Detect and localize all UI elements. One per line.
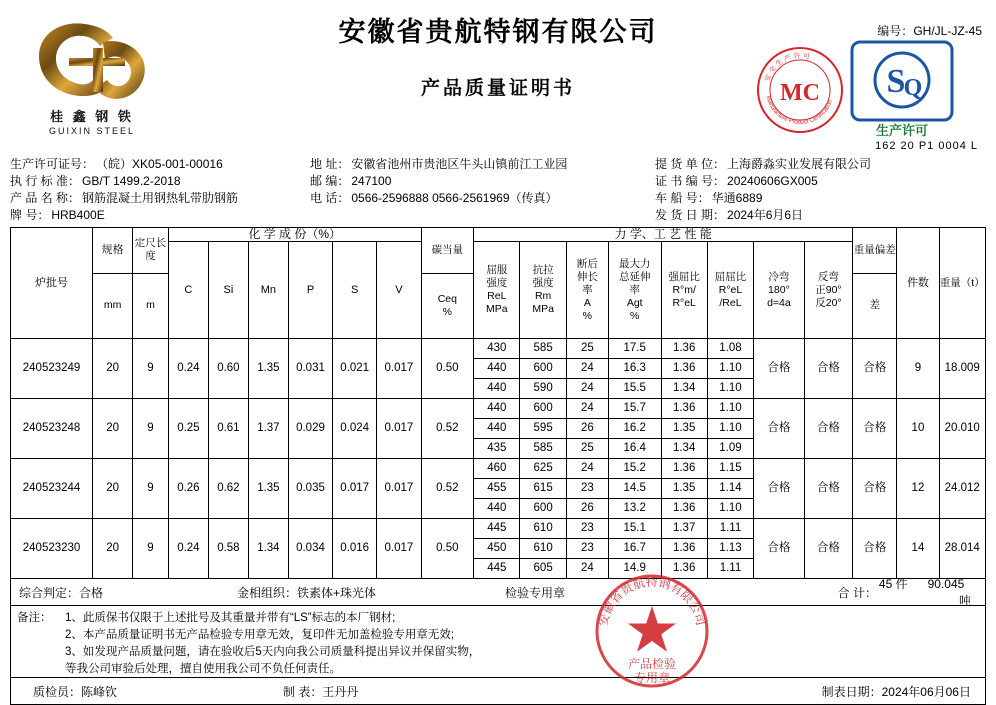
cell-s: 0.016: [333, 519, 377, 579]
col-rebend: 反弯 正90° 反20°: [804, 242, 853, 339]
cell-agt: 15.7: [608, 399, 661, 419]
cell-rel-rel-ratio: 1.15: [707, 459, 753, 479]
info-value-vehicle: 华通6889: [711, 191, 763, 205]
cell-rm: 600: [520, 499, 566, 519]
cell-rm: 625: [520, 459, 566, 479]
cell-rm-rel-ratio: 1.34: [661, 439, 707, 459]
cell-agt: 16.3: [608, 359, 661, 379]
cell-elongation: 26: [566, 419, 608, 439]
document-header: [0, 0, 996, 152]
cell-rel: 460: [474, 459, 520, 479]
cell-rel-rel-ratio: 1.13: [707, 539, 753, 559]
col-rm-rel-ratio: 强屈比 R°m/ R°eL: [661, 242, 707, 339]
company-title: 安徽省贵航特钢有限公司: [338, 17, 658, 48]
cell-rel-rel-ratio: 1.10: [707, 499, 753, 519]
cell-weight: 20.010: [939, 399, 986, 459]
table-body: [11, 339, 986, 579]
cell-agt: 15.5: [608, 379, 661, 399]
cell-elongation: 26: [566, 499, 608, 519]
info-label-vehicle: 车 船 号：: [655, 191, 710, 205]
cell-mn: 1.37: [248, 399, 288, 459]
cell-elongation: 25: [566, 339, 608, 359]
notes-list: [17, 610, 979, 678]
svg-text:安 全 生 产 许 可: 安 全 生 产 许 可: [764, 52, 811, 83]
maker-value: 王丹丹: [322, 684, 359, 699]
cell-rel: 455: [474, 479, 520, 499]
col-si: Si: [208, 242, 248, 339]
metallography-label: 金相组织：: [237, 585, 298, 600]
cell-rm: 615: [520, 479, 566, 499]
cell-rel-rel-ratio: 1.11: [707, 519, 753, 539]
cell-c: 0.24: [168, 519, 208, 579]
cell-rm: 590: [520, 379, 566, 399]
cell-rebend: 合格: [804, 519, 853, 579]
total-weight: 90.045: [927, 577, 965, 591]
cell-cold-bend: 合格: [754, 339, 805, 399]
cell-cold-bend: 合格: [754, 519, 805, 579]
cell-rel: 445: [474, 519, 520, 539]
cell-rm-rel-ratio: 1.36: [661, 359, 707, 379]
quality-data-table: [10, 227, 986, 579]
col-length: 定尺长度: [133, 228, 169, 274]
cell-spec: 20: [93, 519, 133, 579]
verdict-value: 合格: [79, 585, 104, 600]
cell-c: 0.26: [168, 459, 208, 519]
cell-p: 0.034: [288, 519, 332, 579]
barcode-number: 162 20 P1 0004 L: [875, 140, 978, 152]
info-value-phone: 0566-2596888 0566-2561969（传真）: [351, 191, 558, 205]
cell-length: 9: [133, 519, 169, 579]
make-date-label: 制表日期：: [821, 684, 882, 699]
document-number: [877, 22, 982, 39]
cell-agt: 14.5: [608, 479, 661, 499]
cell-s: 0.021: [333, 339, 377, 399]
inspection-seal-label: 检验专用章: [505, 585, 566, 600]
cell-agt: 15.2: [608, 459, 661, 479]
info-value-standard: GB/T 1499.2-2018: [82, 174, 181, 188]
cell-weight-dev: 合格: [853, 519, 897, 579]
info-value-product: 钢筋混凝土用钢热轧带肋钢筋: [82, 191, 239, 205]
cell-heat-no: 240523230: [11, 519, 93, 579]
verdict-label: 综合判定：: [19, 585, 80, 600]
cell-ceq: 0.52: [421, 459, 474, 519]
info-value-address: 安徽省池州市贵池区牛头山镇前江工业园: [351, 157, 568, 171]
col-weight-dev-unit: 差: [853, 273, 897, 338]
cell-rel-rel-ratio: 1.10: [707, 399, 753, 419]
cell-elongation: 23: [566, 479, 608, 499]
col-spec: 规格: [93, 228, 133, 274]
mc-certification-seal-icon: [756, 46, 844, 134]
cell-length: 9: [133, 459, 169, 519]
cell-s: 0.024: [333, 399, 377, 459]
col-agt: 最大力 总延伸 率 Agt %: [608, 242, 661, 339]
col-s: S: [333, 242, 377, 339]
info-value-shipdate: 2024年6月6日: [727, 208, 804, 222]
footer-row: [10, 678, 986, 705]
col-weight: 重量（t）: [939, 228, 986, 339]
cell-length: 9: [133, 399, 169, 459]
cell-rel: 450: [474, 539, 520, 559]
col-cold-bend: 冷弯 180° d=4a: [754, 242, 805, 339]
cell-rm: 585: [520, 339, 566, 359]
info-value-certno: 20240606GX005: [727, 174, 818, 188]
cell-p: 0.031: [288, 339, 332, 399]
inspector: [11, 683, 283, 700]
cell-v: 0.017: [377, 459, 421, 519]
cell-si: 0.61: [208, 399, 248, 459]
cell-elongation: 23: [566, 539, 608, 559]
metallography-value: 铁素体+珠光体: [297, 585, 377, 600]
svg-text:MC: MC: [780, 80, 820, 106]
maker: [283, 683, 583, 700]
svg-text:安徽省贵航特钢有限公司: 安徽省贵航特钢有限公司: [596, 574, 708, 628]
metallography: [237, 584, 505, 601]
page-title: 产品质量证明书: [420, 77, 575, 99]
cell-rel: 435: [474, 439, 520, 459]
cell-elongation: 24: [566, 359, 608, 379]
group-chemical: 化 学 成 份（%）: [168, 228, 421, 242]
info-label-postcode: 邮 编：: [310, 174, 350, 188]
cell-pieces: 14: [897, 519, 939, 579]
cell-rm-rel-ratio: 1.35: [661, 479, 707, 499]
cell-rm-rel-ratio: 1.37: [661, 519, 707, 539]
cell-rel: 440: [474, 419, 520, 439]
group-mechanical: 力 学、工 艺 性 能: [474, 228, 853, 242]
cell-rm-rel-ratio: 1.34: [661, 379, 707, 399]
make-date: [583, 683, 985, 700]
cell-rel: 440: [474, 379, 520, 399]
cell-rm-rel-ratio: 1.35: [661, 419, 707, 439]
col-rm: 抗拉 强度 Rm MPa: [520, 242, 566, 339]
col-v: V: [377, 242, 421, 339]
col-length-unit: m: [133, 273, 169, 338]
cell-v: 0.017: [377, 399, 421, 459]
cell-spec: 20: [93, 399, 133, 459]
maker-label: 制 表：: [283, 684, 323, 699]
info-label-address: 地 址：: [310, 157, 350, 171]
cell-weight: 24.012: [939, 459, 986, 519]
info-label-shipdate: 发 货 日 期：: [655, 208, 726, 222]
col-heat-no: 炉批号: [11, 228, 93, 339]
note-item: 等我公司审验后处理，擅自使用我公司不负任何责任。: [65, 663, 341, 675]
cell-rm: 585: [520, 439, 566, 459]
cell-ceq: 0.52: [421, 399, 474, 459]
cell-s: 0.017: [333, 459, 377, 519]
cell-p: 0.035: [288, 459, 332, 519]
col-elongation: 断后 伸长 率 A %: [566, 242, 608, 339]
cell-si: 0.58: [208, 519, 248, 579]
cell-heat-no: 240523248: [11, 399, 93, 459]
info-label-product: 产 品 名 称：: [10, 191, 81, 205]
col-mn: Mn: [248, 242, 288, 339]
info-value-postcode: 247100: [351, 174, 392, 188]
svg-text:专用章: 专用章: [633, 671, 671, 685]
cell-agt: 16.2: [608, 419, 661, 439]
cell-agt: 14.9: [608, 559, 661, 579]
cell-v: 0.017: [377, 339, 421, 399]
info-value-license: （皖）XK05-001-00016: [96, 157, 223, 171]
cell-si: 0.60: [208, 339, 248, 399]
col-rel: 屈服 强度 ReL MPa: [474, 242, 520, 339]
cell-elongation: 24: [566, 379, 608, 399]
cell-agt: 13.2: [608, 499, 661, 519]
cell-pieces: 12: [897, 459, 939, 519]
note-item: 1、此质保书仅限于上述批号及其重量并带有“LS”标志的本厂钢材;: [65, 612, 396, 624]
info-label-certno: 证 书 编 号：: [655, 174, 726, 188]
cell-ceq: 0.50: [421, 519, 474, 579]
verdict: [11, 584, 237, 601]
total-pieces: 45 件: [878, 577, 908, 591]
cell-cold-bend: 合格: [754, 459, 805, 519]
cell-cold-bend: 合格: [754, 399, 805, 459]
cell-elongation: 24: [566, 459, 608, 479]
cell-rm: 605: [520, 559, 566, 579]
cell-rm-rel-ratio: 1.36: [661, 339, 707, 359]
svg-text:Q: Q: [903, 75, 923, 101]
cell-rebend: 合格: [804, 459, 853, 519]
cell-c: 0.25: [168, 399, 208, 459]
cell-rel: 445: [474, 559, 520, 579]
svg-text:产品检验: 产品检验: [627, 657, 677, 671]
cell-agt: 16.4: [608, 439, 661, 459]
table-row: [11, 519, 986, 539]
cell-rebend: 合格: [804, 339, 853, 399]
cell-elongation: 24: [566, 399, 608, 419]
document-number-label: 编号：: [877, 24, 914, 38]
table-row: [11, 399, 986, 419]
cell-rm-rel-ratio: 1.36: [661, 459, 707, 479]
col-pieces: 件数: [897, 228, 939, 339]
cell-weight: 18.009: [939, 339, 986, 399]
cell-si: 0.62: [208, 459, 248, 519]
make-date-value: 2024年06月06日: [881, 684, 971, 699]
cell-rel: 430: [474, 339, 520, 359]
logo-company-pinyin: GUIXIN STEEL: [48, 126, 135, 136]
notes-head: 备注：: [17, 612, 52, 624]
note-item: 2、本产品质量证明书无产品检验专用章无效，复印件无加盖检验专用章无效;: [65, 629, 455, 641]
inspector-label: 质检员：: [33, 684, 82, 699]
cell-spec: 20: [93, 459, 133, 519]
col-rel-rel-ratio: 屈屈比 R°eL /ReL: [707, 242, 753, 339]
cell-rel-rel-ratio: 1.14: [707, 479, 753, 499]
cell-rel-rel-ratio: 1.10: [707, 379, 753, 399]
cell-rel-rel-ratio: 1.11: [707, 559, 753, 579]
cell-rm: 600: [520, 359, 566, 379]
total-unit: 吨: [958, 594, 971, 608]
info-section: [10, 156, 986, 224]
cell-elongation: 25: [566, 439, 608, 459]
col-c: C: [168, 242, 208, 339]
title-block: [0, 10, 996, 100]
cell-weight: 28.014: [939, 519, 986, 579]
cell-rel-rel-ratio: 1.08: [707, 339, 753, 359]
cell-mn: 1.35: [248, 339, 288, 399]
cell-v: 0.017: [377, 519, 421, 579]
info-label-consignee: 提 货 单 位：: [655, 157, 726, 171]
svg-text:S: S: [886, 63, 906, 100]
cell-rel-rel-ratio: 1.10: [707, 359, 753, 379]
info-value-consignee: 上海爵淼实业发展有限公司: [727, 157, 872, 171]
cell-rm-rel-ratio: 1.36: [661, 499, 707, 519]
cell-spec: 20: [93, 339, 133, 399]
info-label-standard: 执 行 标 准：: [10, 174, 81, 188]
cell-rel: 440: [474, 499, 520, 519]
col-ceq: 碳当量: [421, 228, 474, 274]
cell-pieces: 9: [897, 339, 939, 399]
col-weight-dev: 重量偏差: [853, 228, 897, 274]
cell-rm: 600: [520, 399, 566, 419]
cell-rel: 440: [474, 399, 520, 419]
summary-row: [10, 579, 986, 606]
cell-mn: 1.34: [248, 519, 288, 579]
cell-agt: 16.7: [608, 539, 661, 559]
cell-rel-rel-ratio: 1.10: [707, 419, 753, 439]
cell-weight-dev: 合格: [853, 399, 897, 459]
cell-c: 0.24: [168, 339, 208, 399]
table-row: [11, 459, 986, 479]
col-p: P: [288, 242, 332, 339]
table-row: [11, 339, 986, 359]
cell-elongation: 23: [566, 519, 608, 539]
info-value-grade: HRB400E: [51, 208, 105, 222]
logo-company-name: 桂 鑫 钢 铁: [50, 109, 134, 124]
cell-rm: 610: [520, 539, 566, 559]
cell-agt: 17.5: [608, 339, 661, 359]
total-label: 合 计：: [837, 585, 877, 600]
cell-rm-rel-ratio: 1.36: [661, 539, 707, 559]
note-item: 3、如发现产品质量问题，请在验收后5天内向我公司质量科提出异议并保留实物，: [65, 646, 481, 658]
cell-weight-dev: 合格: [853, 459, 897, 519]
col-ceq-unit: Ceq %: [421, 273, 474, 338]
cell-ceq: 0.50: [421, 339, 474, 399]
cell-heat-no: 240523244: [11, 459, 93, 519]
inspector-value: 陈峰钦: [81, 684, 118, 699]
col-spec-unit: mm: [93, 273, 133, 338]
sq-quality-seal-icon: [850, 40, 954, 140]
cell-rm-rel-ratio: 1.36: [661, 559, 707, 579]
document-number-value: GH/JL-JZ-45: [913, 24, 982, 38]
cell-heat-no: 240523249: [11, 339, 93, 399]
cell-elongation: 24: [566, 559, 608, 579]
cell-weight-dev: 合格: [853, 339, 897, 399]
cell-mn: 1.35: [248, 459, 288, 519]
cell-rm: 595: [520, 419, 566, 439]
cell-rel: 440: [474, 359, 520, 379]
cell-p: 0.029: [288, 399, 332, 459]
cell-pieces: 10: [897, 399, 939, 459]
cell-rm-rel-ratio: 1.36: [661, 399, 707, 419]
info-label-license: 生产许可证号：: [10, 157, 95, 171]
cell-agt: 15.1: [608, 519, 661, 539]
svg-text:生产许可: 生产许可: [875, 123, 929, 138]
svg-text:Manufacture Product Certificat: Manufacture Product Certification: [764, 95, 835, 127]
cell-rel-rel-ratio: 1.09: [707, 439, 753, 459]
cell-length: 9: [133, 339, 169, 399]
cell-rm: 610: [520, 519, 566, 539]
info-label-phone: 电 话：: [310, 191, 350, 205]
total-values: [877, 575, 985, 609]
cell-rebend: 合格: [804, 399, 853, 459]
info-label-grade: 牌 号：: [10, 208, 50, 222]
